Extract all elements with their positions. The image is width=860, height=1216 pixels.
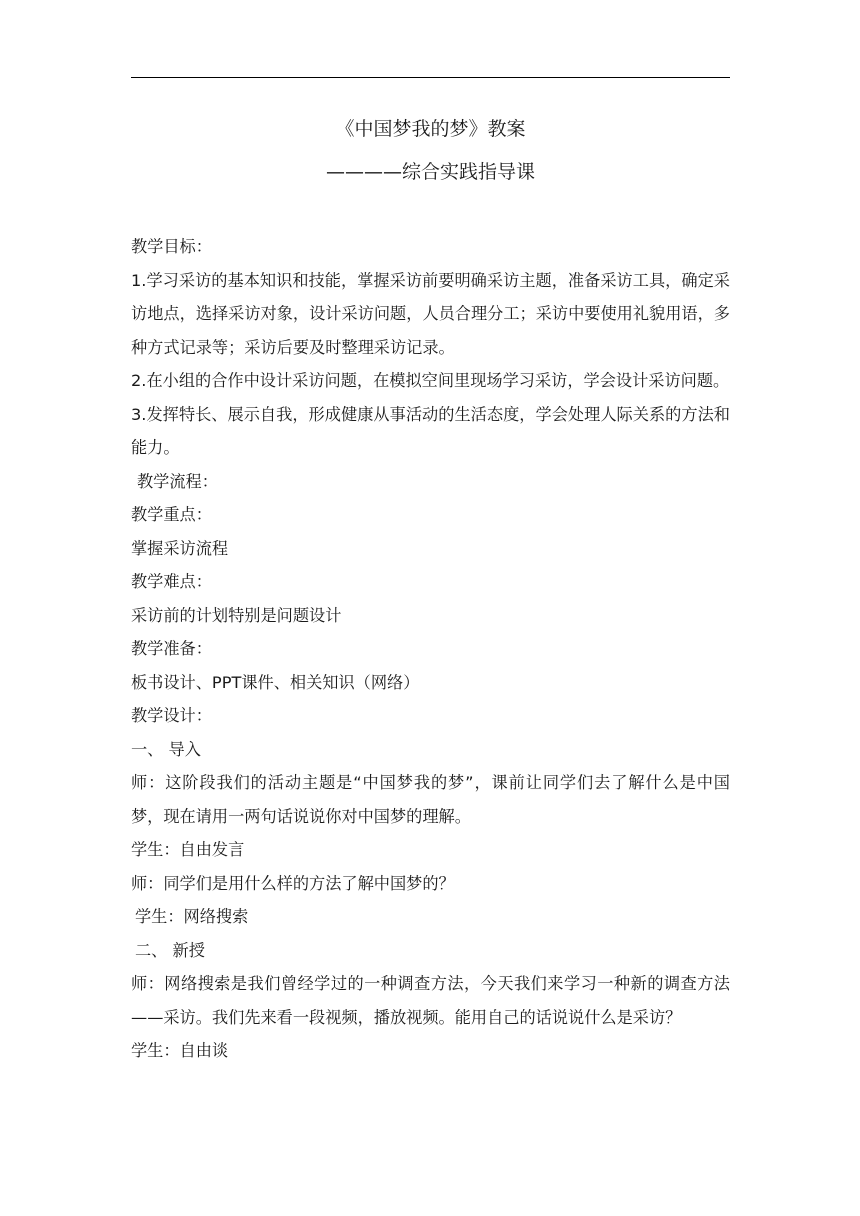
- header-rule: [131, 77, 730, 78]
- document-subtitle: ————综合实践指导课: [325, 161, 535, 183]
- teacher-line-3: 师：网络搜索是我们曾经学过的一种调查方法，今天我们来学习一种新的调查方法——采访。我们先来看一段视频，播放视频。能用自己的话说说什么是采访？: [131, 974, 730, 1027]
- preparation-text: 板书设计、PPT课件、相关知识（网络）: [131, 672, 420, 692]
- teacher-line-2: 师：同学们是用什么样的方法了解中国梦的？: [131, 873, 455, 893]
- section-intro: 一、 导入: [131, 739, 201, 759]
- objective-2: 2.在小组的合作中设计采访问题，在模拟空间里现场学习采访，学会设计采访问题。: [131, 371, 730, 390]
- student-line-1: 学生：自由发言: [131, 840, 245, 859]
- objective-3: 3.发挥特长、展示自我，形成健康从事活动的生活态度，学会处理人际关系的方法和能力。: [131, 404, 730, 457]
- document-title: 《中国梦我的梦》教案: [335, 118, 526, 140]
- document-body: [131, 230, 730, 1068]
- student-line-2: 学生：网络搜索: [135, 907, 249, 926]
- heading-difficulty: 教学难点：: [131, 572, 212, 591]
- heading-key-point: 教学重点：: [131, 505, 212, 524]
- difficulty-text: 采访前的计划特别是问题设计: [131, 605, 342, 625]
- heading-process: 教学流程：: [137, 471, 218, 491]
- heading-design: 教学设计：: [131, 706, 212, 725]
- teacher-line-1: 师：这阶段我们的活动主题是“中国梦我的梦”，课前让同学们去了解什么是中国梦，现在请用一两句话说说你对中国梦的理解。: [131, 773, 730, 826]
- heading-objectives: 教学目标：: [131, 237, 212, 256]
- section-new-lesson: 二、 新授: [135, 940, 205, 960]
- key-point-text: 掌握采访流程: [131, 538, 229, 558]
- student-line-3: 学生：自由谈: [131, 1041, 229, 1060]
- objective-1: 1.学习采访的基本知识和技能，掌握采访前要明确采访主题，准备采访工具，确定采访地点，选择采访对象，设计采访问题，人员合理分工；采访中要使用礼貌用语，多种方式记录等；采访后要及时整理采访记录。: [131, 270, 730, 357]
- heading-preparation: 教学准备：: [131, 639, 212, 658]
